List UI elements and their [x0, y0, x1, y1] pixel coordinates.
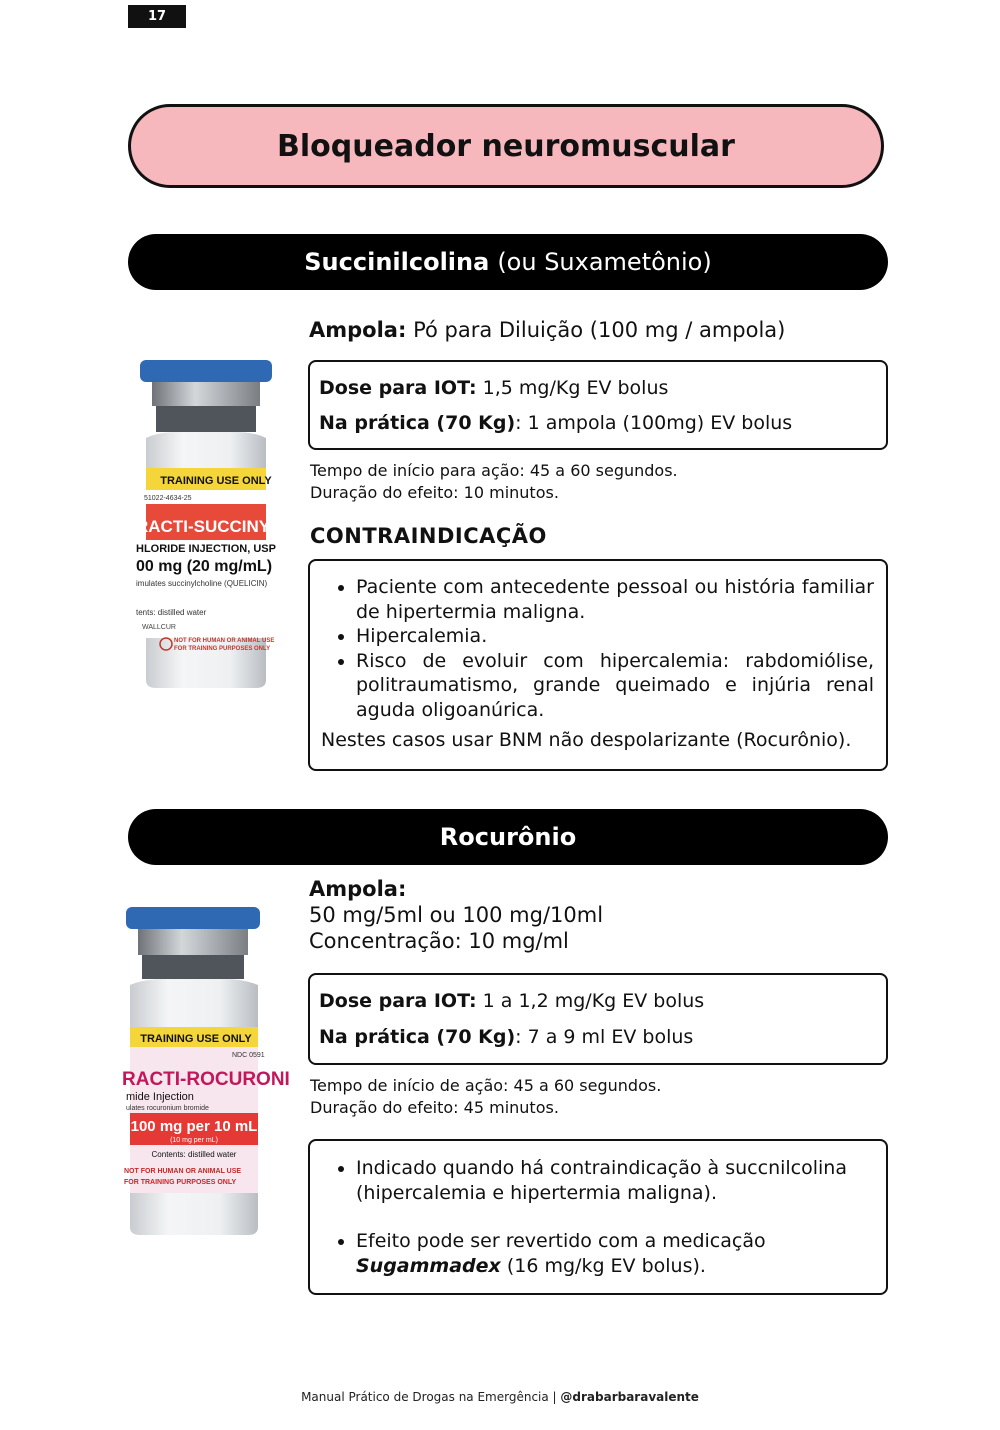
vial-simulates-text: ulates rocuronium bromide — [126, 1105, 209, 1112]
vial-dose-small-text: (10 mg per mL) — [170, 1137, 218, 1144]
page-footer — [0, 1390, 1000, 1404]
ampola-line1: 50 mg/5ml ou 100 mg/10ml — [309, 903, 604, 927]
sugammadex-name: Sugammadex — [356, 1254, 501, 1277]
dose-value: 1,5 mg/Kg EV bolus — [482, 377, 669, 399]
sugammadex-dose: (16 mg/kg EV bolus). — [506, 1254, 706, 1277]
vial-contents-text: tents: distilled water — [136, 608, 207, 617]
vial-dose-text: 100 mg per 10 mL — [130, 1118, 258, 1135]
dose-label: Dose para IOT: — [319, 377, 477, 399]
item-text: Efeito pode ser revertido com a medicação — [356, 1230, 766, 1252]
drug-name: Succinilcolina — [304, 248, 490, 276]
vial-name-text: RACTI-ROCURONI — [122, 1069, 290, 1090]
dose-label: Dose para IOT: — [319, 990, 477, 1012]
pratica-value: : 7 a 9 ml EV bolus — [515, 1026, 694, 1048]
succinil-timing — [310, 460, 678, 504]
vial-ndc-text: NDC 0591 — [232, 1052, 265, 1059]
vial-sub-text: mide Injection — [126, 1091, 194, 1103]
contraindication-heading: CONTRAINDICAÇÃO — [310, 524, 547, 548]
vial-warning-line1: NOT FOR HUMAN OR ANIMAL USE — [124, 1168, 242, 1175]
pratica-row — [319, 1026, 693, 1048]
ampola-label: Ampola: — [309, 318, 407, 342]
list-item — [356, 1229, 874, 1278]
list-item: • Risco de evoluir com hipercalemia: rabdomiólise, politraumatismo, grande queimado e injúria renal aguda oligoanúrica. — [356, 649, 874, 723]
vial-dose-text: 00 mg (20 mg/mL) — [136, 558, 273, 575]
dose-row — [319, 377, 668, 399]
vial-contents-text: Contents: distilled water — [151, 1150, 237, 1159]
footer-text: Manual Prático de Drogas na Emergência | — [301, 1390, 561, 1404]
ampola-line2: Concentração: 10 mg/ml — [309, 929, 569, 953]
vial-warning-line2: FOR TRAINING PURPOSES ONLY — [124, 1179, 237, 1186]
vial-sub-text: HLORIDE INJECTION, USP — [136, 543, 276, 555]
dose-value: 1 a 1,2 mg/Kg EV bolus — [482, 990, 705, 1012]
pratica-label: Na prática (70 Kg) — [319, 1026, 516, 1048]
ampola-value: Pó para Diluição (100 mg / ampola) — [413, 318, 786, 342]
onset-text: Tempo de início para ação: 45 a 60 segundos. — [310, 461, 678, 480]
vial-simulates-text: imulates succinylcholine (QUELICIN) — [136, 579, 268, 588]
contraindication-list — [310, 575, 886, 722]
section-header-rocuronio — [128, 809, 888, 865]
ampola-label: Ampola: — [309, 877, 407, 901]
list-item: • Hipercalemia. — [356, 624, 874, 649]
section-header-succinilcolina — [128, 234, 888, 290]
vial-training-text: TRAINING USE ONLY — [140, 1033, 252, 1045]
list-item: • Paciente com antecedente pessoal ou história familiar de hipertermia maligna. — [356, 575, 874, 624]
duration-text: Duração do efeito: 45 minutos. — [310, 1098, 559, 1117]
dose-row — [319, 990, 704, 1012]
vial-warning-line1: NOT FOR HUMAN OR ANIMAL USE — [174, 638, 275, 644]
pratica-value: : 1 ampola (100mg) EV bolus — [515, 412, 793, 434]
contraindication-box — [308, 559, 888, 771]
vial-name-text: RACTI-SUCCINYLCHO — [136, 517, 319, 536]
vial-ndc-text: 51022-4634-25 — [144, 495, 192, 502]
succinil-ampola — [309, 318, 785, 342]
page-title: Bloqueador neuromuscular — [128, 104, 884, 188]
succinylcholine-vial-image — [136, 358, 319, 696]
duration-text: Duração do efeito: 10 minutos. — [310, 483, 559, 502]
succinil-dose-box — [308, 360, 888, 450]
rocuronio-dose-box — [308, 973, 888, 1065]
rocuronio-timing — [310, 1075, 661, 1119]
rocuronio-ampola — [309, 876, 603, 954]
vial-warning-line2: FOR TRAINING PURPOSES ONLY — [174, 646, 271, 652]
contraindication-note: Nestes casos usar BNM não despolarizante (Rocurônio). — [321, 729, 852, 751]
pratica-label: Na prática (70 Kg) — [319, 412, 516, 434]
vial-brand-text: WALLCUR — [142, 624, 176, 631]
pratica-row — [319, 412, 792, 434]
list-item: • Indicado quando há contraindicação à succnilcolina (hipercalemia e hipertermia maligna). — [356, 1156, 874, 1205]
footer-handle: @drabarbaravalente — [560, 1390, 699, 1404]
drug-alt-name: (ou Suxametônio) — [497, 248, 712, 276]
rocuronium-vial-image — [122, 905, 290, 1241]
rocuronio-notes-box — [308, 1139, 888, 1295]
drug-name: Rocurônio — [439, 823, 577, 851]
rocuronio-notes-list — [310, 1156, 886, 1278]
page-number: 17 — [128, 5, 186, 28]
onset-text: Tempo de início de ação: 45 a 60 segundos. — [310, 1076, 662, 1095]
vial-training-text: TRAINING USE ONLY — [160, 475, 272, 487]
